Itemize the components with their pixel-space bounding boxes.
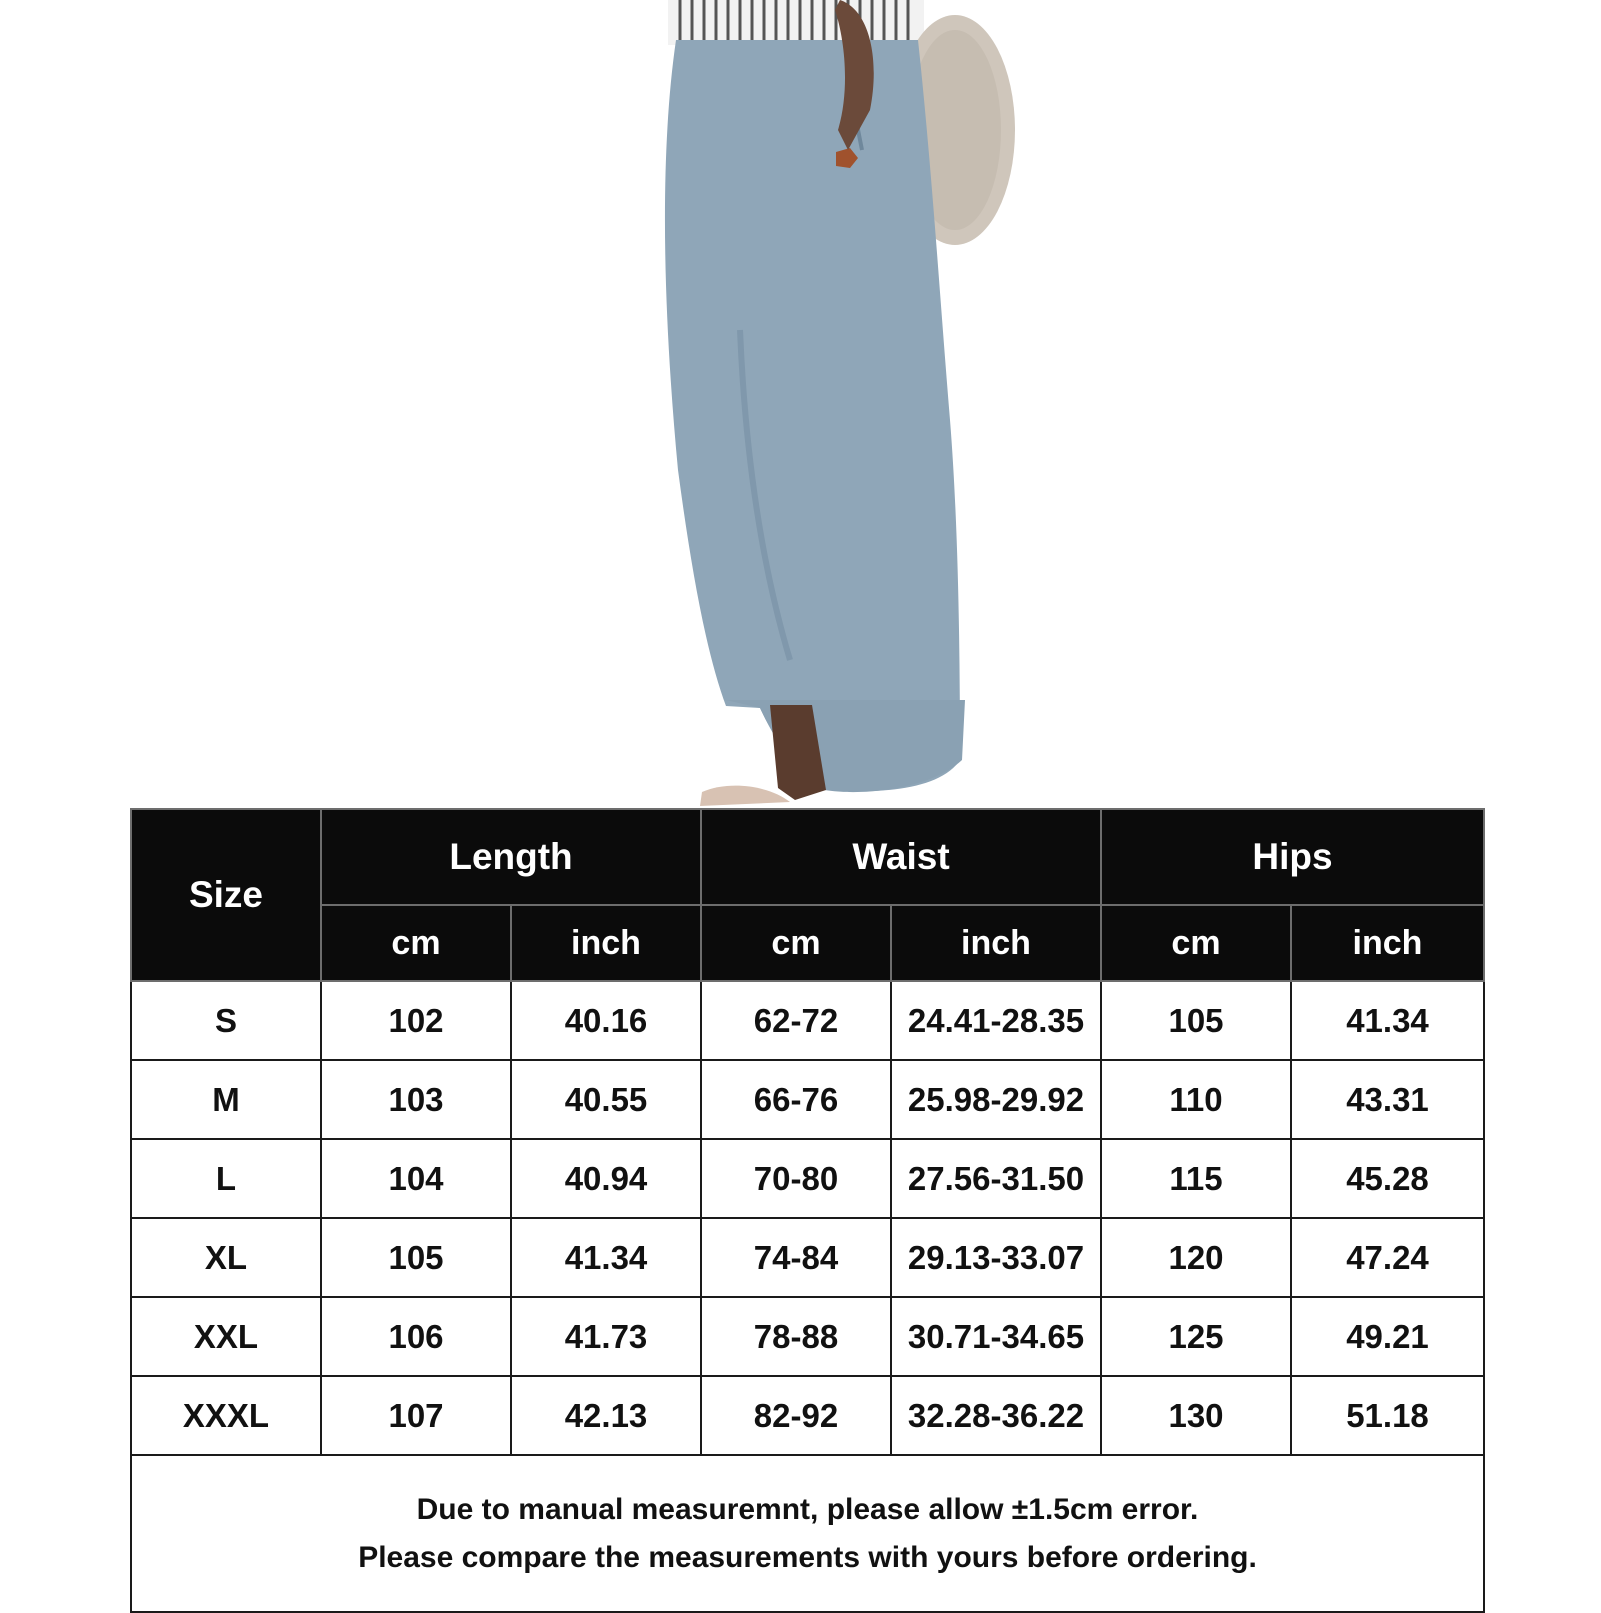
table-cell: 51.18 (1291, 1376, 1484, 1455)
size-cell: M (131, 1060, 321, 1139)
table-cell: 125 (1101, 1297, 1291, 1376)
length-header: Length (321, 809, 701, 905)
size-cell: XXL (131, 1297, 321, 1376)
unit-header: inch (511, 905, 701, 981)
table-cell: 41.34 (511, 1218, 701, 1297)
unit-header: cm (701, 905, 891, 981)
table-cell: 29.13-33.07 (891, 1218, 1101, 1297)
table-cell: 82-92 (701, 1376, 891, 1455)
table-cell: 107 (321, 1376, 511, 1455)
size-cell: XXXL (131, 1376, 321, 1455)
table-cell: 49.21 (1291, 1297, 1484, 1376)
header-units-row (131, 905, 1484, 981)
table-cell: 104 (321, 1139, 511, 1218)
measurement-note (131, 1455, 1484, 1612)
unit-header: cm (1101, 905, 1291, 981)
note-line-1: Due to manual measuremnt, please allow ±1.5cm error. (416, 1492, 1199, 1526)
size-chart-table (130, 808, 1485, 1613)
size-header: Size (131, 809, 321, 981)
table-cell: 45.28 (1291, 1139, 1484, 1218)
table-cell: 40.16 (511, 981, 701, 1060)
note-line-2: Please compare the measurements with yours before ordering. (358, 1540, 1257, 1574)
table-row (131, 1060, 1484, 1139)
table-cell: 41.73 (511, 1297, 701, 1376)
striped-top (668, 0, 924, 45)
unit-header: inch (891, 905, 1101, 981)
header-group-row (131, 809, 1484, 905)
size-cell: XL (131, 1218, 321, 1297)
note-row (131, 1455, 1484, 1612)
table-cell: 103 (321, 1060, 511, 1139)
waist-header: Waist (701, 809, 1101, 905)
table-cell: 42.13 (511, 1376, 701, 1455)
hips-header: Hips (1101, 809, 1484, 905)
table-row (131, 981, 1484, 1060)
table-cell: 41.34 (1291, 981, 1484, 1060)
size-cell: S (131, 981, 321, 1060)
table-cell: 130 (1101, 1376, 1291, 1455)
table-cell: 105 (1101, 981, 1291, 1060)
table-row (131, 1139, 1484, 1218)
table-cell: 70-80 (701, 1139, 891, 1218)
table-cell: 24.41-28.35 (891, 981, 1101, 1060)
unit-header: cm (321, 905, 511, 981)
table-cell: 110 (1101, 1060, 1291, 1139)
table-cell: 102 (321, 981, 511, 1060)
size-cell: L (131, 1139, 321, 1218)
table-cell: 62-72 (701, 981, 891, 1060)
table-cell: 40.94 (511, 1139, 701, 1218)
table-cell: 74-84 (701, 1218, 891, 1297)
table-cell: 78-88 (701, 1297, 891, 1376)
table-row (131, 1297, 1484, 1376)
table-cell: 30.71-34.65 (891, 1297, 1101, 1376)
table-cell: 105 (321, 1218, 511, 1297)
table-row (131, 1218, 1484, 1297)
table-cell: 120 (1101, 1218, 1291, 1297)
blue-linen-pants (665, 40, 965, 792)
table-cell: 43.31 (1291, 1060, 1484, 1139)
table-cell: 32.28-36.22 (891, 1376, 1101, 1455)
table-cell: 47.24 (1291, 1218, 1484, 1297)
table-cell: 115 (1101, 1139, 1291, 1218)
table-cell: 25.98-29.92 (891, 1060, 1101, 1139)
table-cell: 106 (321, 1297, 511, 1376)
table-row (131, 1376, 1484, 1455)
unit-header: inch (1291, 905, 1484, 981)
table-cell: 27.56-31.50 (891, 1139, 1101, 1218)
table-cell: 66-76 (701, 1060, 891, 1139)
table-cell: 40.55 (511, 1060, 701, 1139)
